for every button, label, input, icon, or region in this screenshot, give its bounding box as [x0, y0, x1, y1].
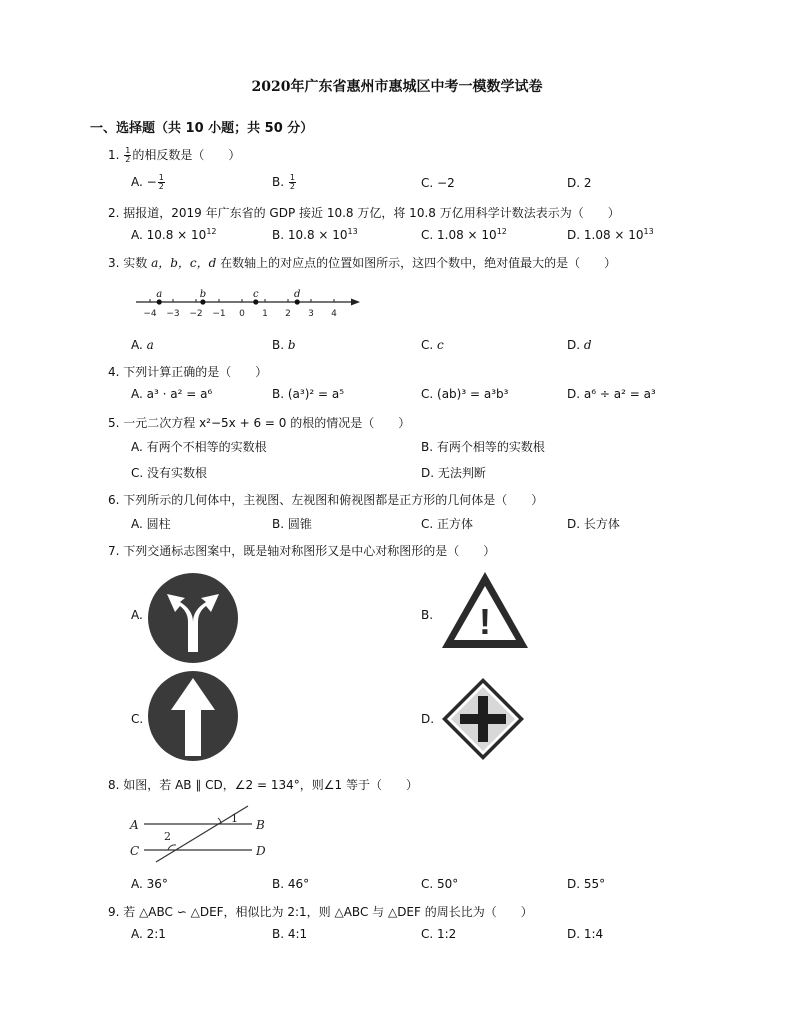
axis-tick-label: 2: [285, 309, 291, 319]
question-5: 5. 一元二次方程 x²−5x + 6 = 0 的根的情况是（ ）: [108, 416, 411, 430]
exclamation-mark: !: [479, 601, 491, 642]
crossroad-diamond-sign-icon: [440, 676, 526, 762]
option-a[interactable]: A. 有两个不相等的实数根: [131, 440, 267, 454]
point-label-b: b: [199, 289, 207, 300]
axis-tick-label: 4: [331, 309, 337, 319]
point-label-d: d: [293, 289, 301, 300]
option-d[interactable]: D. 1:4: [567, 927, 604, 941]
point-c: [253, 299, 258, 304]
option-c[interactable]: C. (ab)³ = a³b³: [421, 387, 509, 401]
fraction: $\frac{1}{2}$: [125, 146, 131, 164]
question-7: 7. 下列交通标志图案中，既是轴对称图形又是中心对称图形的是（ ）: [108, 544, 496, 558]
fork-arrows-sign-icon: [147, 572, 239, 664]
option-c[interactable]: C. 1:2: [421, 927, 457, 941]
option-d[interactable]: D. 55°: [567, 877, 606, 891]
warning-triangle-sign-icon: [439, 569, 531, 651]
option-b[interactable]: B. $\frac{1}{2}$: [272, 173, 295, 191]
option-c[interactable]: C. $1.08 \times 10^{12}$: [421, 227, 507, 242]
axis-tick-label: 3: [308, 309, 314, 319]
option-b[interactable]: B. 圆锥: [272, 517, 312, 531]
option-b[interactable]: B. (a³)² = a⁵: [272, 387, 345, 401]
option-b[interactable]: B. b: [272, 338, 296, 352]
axis-tick-label: 0: [239, 309, 245, 319]
option-d[interactable]: D. 无法判断: [421, 466, 486, 480]
option-d[interactable]: D. a⁶ ÷ a² = a³: [567, 387, 656, 401]
option-a-label[interactable]: A.: [131, 608, 143, 622]
question-6: 6. 下列所示的几何体中，主视图、左视图和俯视图都是正方形的几何体是（ ）: [108, 493, 544, 507]
question-3: 3. 实数 a，b，c，d 在数轴上的对应点的位置如图所示，这四个数中，绝对值最大的是（ ）: [108, 256, 617, 270]
option-a[interactable]: A. a: [131, 338, 154, 352]
option-a[interactable]: A. − $\frac{1}{2}$: [131, 173, 164, 191]
label-C: C: [130, 844, 140, 858]
question-text: 的相反数是（ ）: [132, 148, 241, 162]
parallel-lines-figure: [126, 802, 276, 864]
option-c-label[interactable]: C.: [131, 712, 144, 726]
point-label-c: c: [252, 289, 259, 300]
option-c[interactable]: C. 正方体: [421, 517, 474, 531]
axis-tick-label: −2: [189, 309, 203, 319]
option-b-label[interactable]: B.: [421, 608, 434, 622]
option-c[interactable]: C. 50°: [421, 877, 459, 891]
option-d[interactable]: D. $1.08 \times 10^{13}$: [567, 227, 654, 242]
point-label-a: a: [156, 289, 163, 300]
option-d[interactable]: D. d: [567, 338, 592, 352]
angle-2-arc: [168, 845, 176, 850]
option-c[interactable]: C. c: [421, 338, 444, 352]
option-a[interactable]: A. 圆柱: [131, 517, 171, 531]
option-b[interactable]: B. 有两个相等的实数根: [421, 440, 545, 454]
option-c[interactable]: C. −2: [421, 176, 455, 190]
point-b: [200, 299, 205, 304]
option-b[interactable]: B. 4:1: [272, 927, 308, 941]
angle-2-label: 2: [164, 830, 171, 843]
option-a[interactable]: A. $10.8 \times 10^{12}$: [131, 227, 217, 242]
axis-tick-label: −3: [166, 309, 180, 319]
point-d: [295, 299, 300, 304]
axis-tick-label: −4: [143, 309, 157, 319]
question-4: 4. 下列计算正确的是（ ）: [108, 365, 268, 379]
axis-tick-label: −1: [212, 309, 226, 319]
question-1: [108, 146, 240, 164]
question-2: 2. 据报道，2019 年广东省的 GDP 接近 10.8 万亿，将 10.8 万亿用科学计数法表示为（ ）: [108, 206, 620, 220]
option-a[interactable]: A. 2:1: [131, 927, 166, 941]
option-a[interactable]: A. 36°: [131, 877, 168, 891]
option-b[interactable]: B. $10.8 \times 10^{13}$: [272, 227, 358, 242]
axis-tick-label: 1: [262, 309, 268, 319]
question-8: 8. 如图，若 AB ∥ CD，∠2 = 134°，则∠1 等于（ ）: [108, 778, 418, 792]
label-A: A: [130, 818, 139, 832]
option-d[interactable]: D. 长方体: [567, 517, 620, 531]
option-a[interactable]: A. a³ · a² = a⁶: [131, 387, 213, 401]
angle-1-label: 1: [231, 812, 238, 825]
option-d-label[interactable]: D.: [421, 712, 435, 726]
option-c[interactable]: C. 没有实数根: [131, 466, 208, 480]
question-9: 9. 若 △ABC ∽ △DEF，相似比为 2:1，则 △ABC 与 △DEF 的周长比为（ ）: [108, 905, 533, 919]
number-line-figure: [130, 284, 370, 320]
option-b[interactable]: B. 46°: [272, 877, 310, 891]
label-B: B: [256, 818, 265, 832]
label-D: D: [256, 844, 266, 858]
page-title: 2020年广东省惠州市惠城区中考一模数学试卷: [251, 79, 543, 95]
question-number: 1.: [108, 148, 120, 162]
section-heading: 一、选择题（共 10 小题；共 50 分）: [90, 121, 314, 136]
point-a: [157, 299, 162, 304]
axis-arrow: [351, 299, 360, 306]
straight-arrow-sign-icon: [147, 670, 239, 762]
option-d[interactable]: D. 2: [567, 176, 592, 190]
